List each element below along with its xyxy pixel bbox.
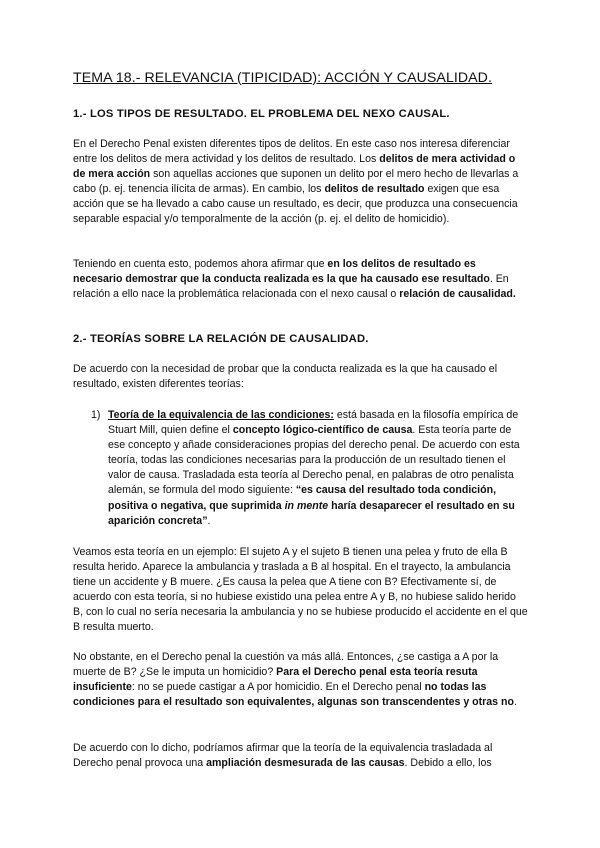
section-heading-2: 2.- TEORÍAS SOBRE LA RELACIÓN DE CAUSALIDAD. [73,333,369,345]
paragraph-mere-activity: En el Derecho Penal existen diferentes tipos de delitos. En este caso nos interesa diferenciar entre los delitos de mera actividad y los delitos de resultado. Los delitos de mera actividad o de mera acción son aquellas acciones que suponen un delito por el mero hecho de llevarlas a cabo (p. ej. tenencia ilícita de armas). En cambio, los delitos de resultado exigen que esa acción que se ha llevado a cabo cause un resultado, es decir, que produzca una consecuencia separable espacial y/o temporalmente de la acción (p. ej. el delito de homicidio). [73,138,519,226]
page-title: TEMA 18.- RELEVANCIA (TIPICIDAD): ACCIÓN Y CAUSALIDAD. [73,70,492,86]
paragraph-insufficiency: No obstante, en el Derecho penal la cuestión va más allá. Entonces, ¿se castiga a A por la muerte de B? ¿Se le imputa un homicidio? Para el Derecho penal esta teoría resuta insuficiente: no se puede castigar a A por homicidio. En el Derecho penal no todas las condiciones para el resultado son equivalentes, algunas son transcendentes y otras no. [73,651,517,709]
list-item-equivalence-theory: Teoría de la equivalencia de las condiciones: está basada en la filosofía empírica de Stuart Mill, quien define el concepto lógico-científico de causa. Esta teoría parte de ese concepto y añade consideraciones propias del derecho penal. De acuerdo con esta teoría, todas las condiciones necesarias para la producción de un resultado tienen el valor de causa. Trasladada esta teoría al Derecho penal, en palabras de otro penalista alemán, se formula del modo siguiente: “es causa del resultado toda condición, positiva o negativa, que suprimida in mente haría desaparecer el resultado en su aparición concreta”. [108,409,520,527]
paragraph-conclusion: De acuerdo con lo dicho, podríamos afirmar que la teoría de la equivalencia trasladada al Derecho penal provoca una ampliación desmesurada de las causas. Debido a ello, los [73,742,493,770]
section-heading-1: 1.- LOS TIPOS DE RESULTADO. EL PROBLEMA DEL NEXO CAUSAL. [73,108,450,120]
list-number: 1) [91,409,101,421]
paragraph-result-crimes: Teniendo en cuenta esto, podemos ahora afirmar que en los delitos de resultado es necesario demostrar que la conducta realizada es la que ha causado ese resultado. En relación a ello nace la problemática relacionada con el nexo causal o relación de causalidad. [73,258,516,301]
paragraph-example: Veamos esta teoría en un ejemplo: El sujeto A y el sujeto B tienen una pelea y fruto de ella B resulta herido. Aparece la ambulancia y traslada a B al hospital. En el trayecto, la ambulancia tiene un accidente y B muere. ¿Es causa la pelea que A tiene con B? Efectivamente sí, de acuerdo con esta teoría, si no hubiese existido una pelea entre A y B, no hubiese salido herido B, con lo cual no sería necesaria la ambulancia y no se hubiese producido el accidente en el que B resulta muerto. [73,546,528,634]
paragraph-theories-intro: De acuerdo con la necesidad de probar que la conducta realizada es la que ha causado el resultado, existen diferentes teorías: [73,363,498,391]
